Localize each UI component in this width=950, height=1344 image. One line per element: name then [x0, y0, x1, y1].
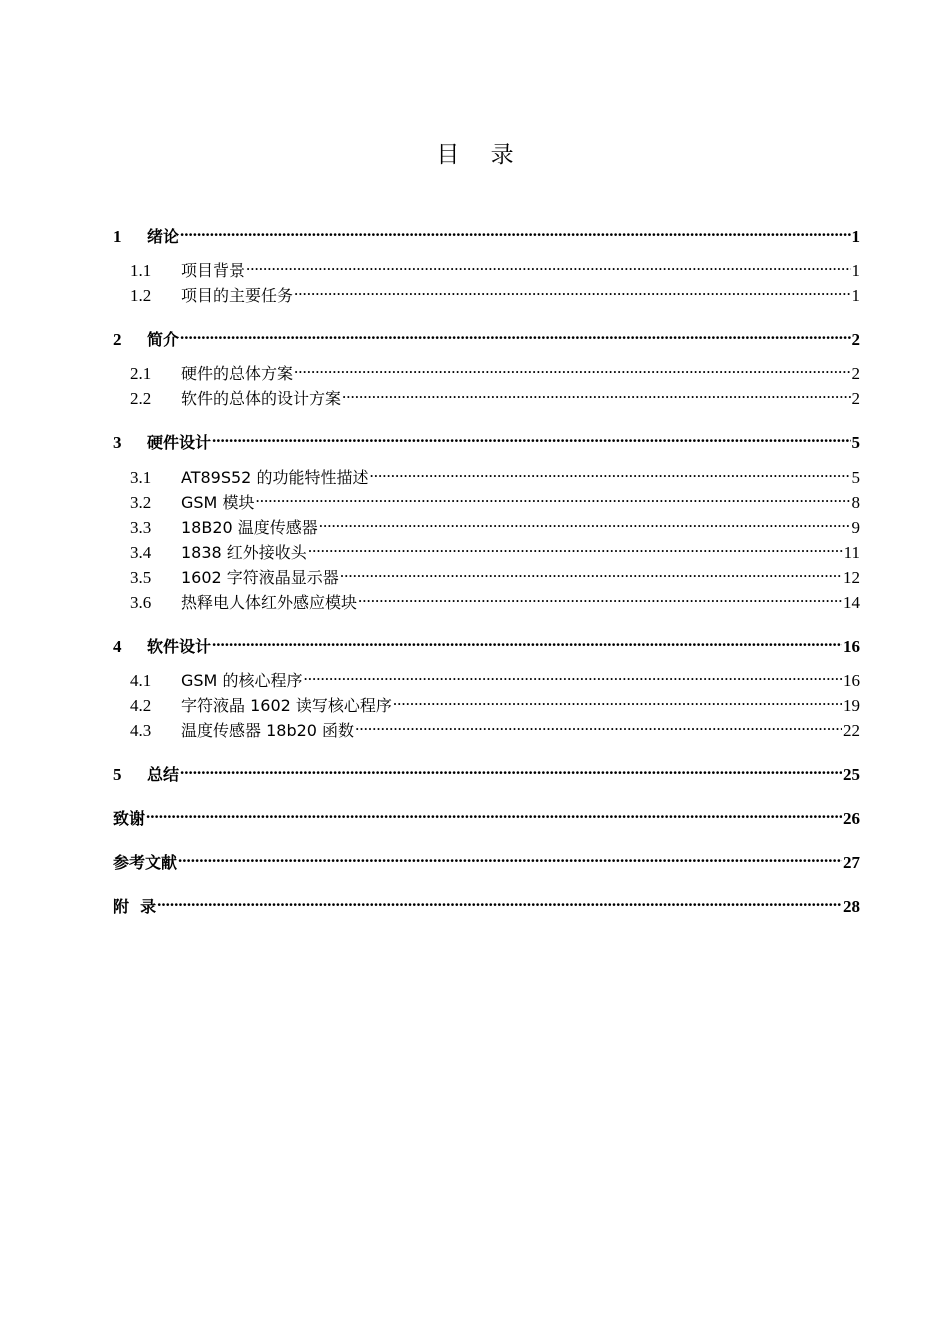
dot-leader [342, 382, 850, 404]
toc-entry-3-6[interactable] [130, 586, 860, 614]
toc-entry-3[interactable] [113, 426, 860, 454]
toc-number: 3.6 [130, 593, 152, 612]
toc-label: 软件设计 [147, 637, 212, 656]
toc-page-number: 11 [843, 543, 860, 562]
toc-entry-references[interactable] [113, 846, 860, 874]
toc-entry-3-1[interactable] [130, 461, 860, 489]
toc-page-number: 5 [851, 468, 860, 487]
toc-label: 温度传感器 18b20 函数 [181, 721, 355, 740]
toc-number: 4.3 [130, 721, 152, 740]
dot-leader [212, 426, 850, 448]
toc-entry-1-2[interactable] [130, 279, 860, 307]
toc-entry-2[interactable] [113, 323, 860, 351]
toc-page-number: 9 [851, 518, 860, 537]
toc-label: 1602 字符液晶显示器 [181, 568, 339, 587]
toc-title: 目 录 [436, 142, 526, 168]
dot-leader [319, 511, 851, 533]
toc-entry-2-2[interactable] [130, 382, 860, 410]
toc-label: 项目的主要任务 [181, 286, 294, 305]
dot-leader [178, 846, 842, 868]
toc-page-number: 1 [851, 227, 860, 246]
toc-page-number: 5 [851, 433, 860, 452]
toc-page-number: 2 [851, 389, 860, 408]
toc-label: 硬件的总体方案 [181, 364, 294, 383]
toc-page-number: 26 [843, 809, 860, 828]
toc-page-number: 27 [843, 853, 860, 872]
dot-leader [157, 890, 842, 912]
toc-entry-1-1[interactable] [130, 254, 860, 282]
toc-label: 软件的总体的设计方案 [181, 389, 342, 408]
toc-label: 18B20 温度传感器 [181, 518, 318, 537]
dot-leader [355, 714, 842, 736]
toc-label: 绪论 [147, 227, 180, 246]
toc-entry-appendix[interactable] [113, 890, 860, 918]
dot-leader [369, 461, 850, 483]
toc-entry-2-1[interactable] [130, 357, 860, 385]
toc-entry-4-2[interactable] [130, 689, 860, 717]
toc-label: 项目背景 [181, 261, 246, 280]
toc-entry-4[interactable] [113, 630, 860, 658]
toc-entry-4-1[interactable] [130, 664, 860, 692]
toc-number: 4 [113, 637, 122, 656]
toc-number: 1.1 [130, 261, 152, 280]
toc-label: 总结 [147, 765, 180, 784]
dot-leader [212, 630, 842, 652]
toc-label: 1838 红外接收头 [181, 543, 307, 562]
toc-label: 字符液晶 1602 读写核心程序 [181, 696, 392, 715]
toc-label: 热释电人体红外感应模块 [181, 593, 358, 612]
toc-entry-3-5[interactable] [130, 561, 860, 589]
toc-entry-3-4[interactable] [130, 536, 860, 564]
toc-number: 3.2 [130, 493, 152, 512]
dot-leader [303, 664, 842, 686]
dot-leader [180, 323, 850, 345]
dot-leader [180, 758, 842, 780]
toc-entry-3-2[interactable] [130, 486, 860, 514]
dot-leader [246, 254, 850, 276]
toc-entry-3-3[interactable] [130, 511, 860, 539]
toc-page-number: 25 [843, 765, 860, 784]
toc-number: 1 [113, 227, 122, 246]
toc-label: 致谢 [113, 809, 146, 828]
dot-leader [393, 689, 842, 711]
toc-entry-4-3[interactable] [130, 714, 860, 742]
dot-leader [358, 586, 842, 608]
toc-number: 4.1 [130, 671, 152, 690]
toc-page-number: 16 [843, 671, 860, 690]
toc-page-number: 22 [843, 721, 860, 740]
toc-label: 简介 [147, 330, 180, 349]
toc-label: GSM 模块 [181, 493, 255, 512]
toc-number: 3.3 [130, 518, 152, 537]
dot-leader [308, 536, 843, 558]
dot-leader [294, 357, 850, 379]
toc-page-number: 12 [843, 568, 860, 587]
toc-number: 1.2 [130, 286, 152, 305]
toc-number: 3.5 [130, 568, 152, 587]
dot-leader [180, 220, 850, 242]
toc-number: 3 [113, 433, 122, 452]
toc-page-number: 2 [851, 364, 860, 383]
dot-leader [294, 279, 850, 301]
dot-leader [146, 802, 842, 824]
dot-leader [255, 486, 850, 508]
toc-number: 3.4 [130, 543, 152, 562]
toc-number: 4.2 [130, 696, 152, 715]
toc-label: GSM 的核心程序 [181, 671, 303, 690]
toc-entry-1[interactable] [113, 220, 860, 248]
toc-page-number: 19 [843, 696, 860, 715]
toc-label: AT89S52 的功能特性描述 [181, 468, 369, 487]
toc-number: 3.1 [130, 468, 152, 487]
toc-page-number: 1 [851, 261, 860, 280]
toc-entry-5[interactable] [113, 758, 860, 786]
toc-page-number: 28 [843, 897, 860, 916]
toc-entry-acknowledgements[interactable] [113, 802, 860, 830]
toc-number: 5 [113, 765, 122, 784]
toc-page-number: 14 [843, 593, 860, 612]
toc-label: 附 录 [113, 897, 157, 916]
toc-page-number: 2 [851, 330, 860, 349]
toc-page-number: 16 [843, 637, 860, 656]
toc-page-number: 1 [851, 286, 860, 305]
toc-number: 2.2 [130, 389, 152, 408]
dot-leader [340, 561, 842, 583]
toc-label: 参考文献 [113, 853, 178, 872]
toc-label: 硬件设计 [147, 433, 212, 452]
toc-number: 2 [113, 330, 122, 349]
toc-number: 2.1 [130, 364, 152, 383]
toc-page-number: 8 [851, 493, 860, 512]
